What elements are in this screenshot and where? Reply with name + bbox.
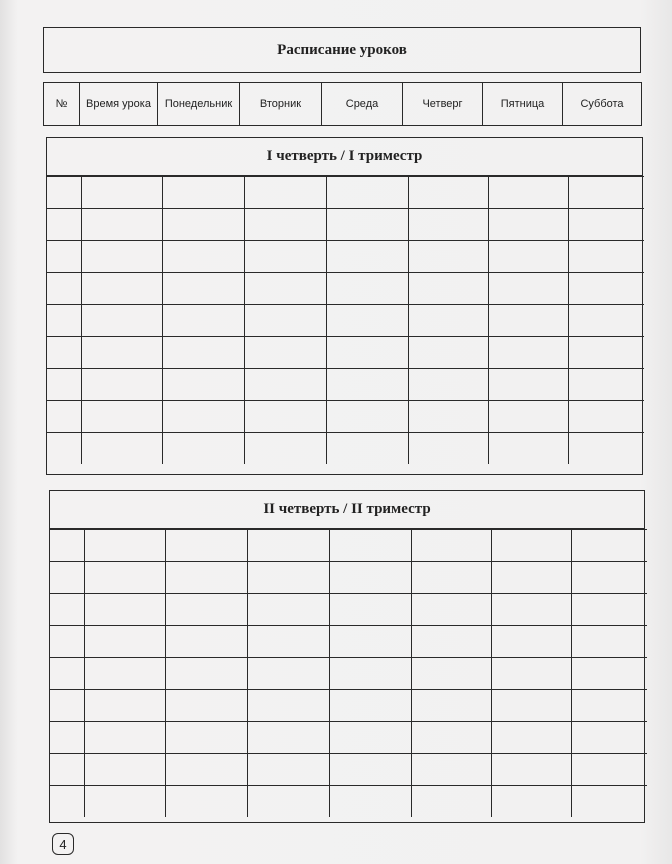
schedule-cell bbox=[411, 562, 491, 594]
schedule-cell bbox=[50, 722, 84, 754]
schedule-cell bbox=[50, 530, 84, 562]
schedule-cell bbox=[84, 786, 165, 818]
schedule-cell bbox=[329, 658, 411, 690]
schedule-cell bbox=[488, 209, 568, 241]
schedule-cell bbox=[488, 433, 568, 465]
schedule-cell bbox=[329, 562, 411, 594]
schedule-row bbox=[47, 177, 644, 209]
schedule-cell bbox=[326, 337, 408, 369]
term-2-grid bbox=[50, 529, 647, 817]
schedule-cell bbox=[165, 562, 247, 594]
schedule-cell bbox=[165, 690, 247, 722]
schedule-cell bbox=[84, 690, 165, 722]
schedule-cell bbox=[81, 273, 162, 305]
schedule-cell bbox=[47, 241, 81, 273]
schedule-cell bbox=[329, 754, 411, 786]
schedule-row bbox=[47, 305, 644, 337]
schedule-cell bbox=[488, 305, 568, 337]
schedule-cell bbox=[247, 626, 329, 658]
schedule-cell bbox=[50, 594, 84, 626]
schedule-cell bbox=[329, 530, 411, 562]
schedule-row bbox=[47, 209, 644, 241]
schedule-cell bbox=[411, 786, 491, 818]
schedule-cell bbox=[162, 305, 244, 337]
schedule-cell bbox=[165, 754, 247, 786]
schedule-cell bbox=[491, 722, 571, 754]
schedule-cell bbox=[50, 690, 84, 722]
schedule-cell bbox=[408, 209, 488, 241]
schedule-cell bbox=[488, 401, 568, 433]
schedule-cell bbox=[326, 273, 408, 305]
schedule-cell bbox=[568, 433, 644, 465]
page-number: 4 bbox=[52, 833, 74, 855]
schedule-cell bbox=[491, 626, 571, 658]
schedule-cell bbox=[162, 337, 244, 369]
column-lesson-time: Время урока bbox=[80, 83, 158, 126]
column-saturday: Суббота bbox=[563, 83, 642, 126]
schedule-cell bbox=[47, 305, 81, 337]
schedule-cell bbox=[84, 562, 165, 594]
schedule-cell bbox=[411, 530, 491, 562]
schedule-cell bbox=[571, 722, 647, 754]
schedule-cell bbox=[326, 401, 408, 433]
schedule-row bbox=[50, 530, 647, 562]
schedule-row bbox=[50, 594, 647, 626]
schedule-cell bbox=[47, 401, 81, 433]
schedule-cell bbox=[81, 401, 162, 433]
schedule-cell bbox=[244, 401, 326, 433]
schedule-cell bbox=[81, 177, 162, 209]
schedule-row bbox=[50, 754, 647, 786]
schedule-cell bbox=[329, 722, 411, 754]
schedule-cell bbox=[84, 594, 165, 626]
schedule-cell bbox=[50, 658, 84, 690]
schedule-cell bbox=[571, 562, 647, 594]
schedule-row bbox=[50, 690, 647, 722]
schedule-row bbox=[47, 241, 644, 273]
term-1-title: I четверть / I триместр bbox=[47, 138, 642, 176]
schedule-cell bbox=[47, 337, 81, 369]
schedule-cell bbox=[165, 658, 247, 690]
term-2-title: II четверть / II триместр bbox=[50, 491, 644, 529]
schedule-cell bbox=[408, 337, 488, 369]
schedule-row bbox=[50, 626, 647, 658]
schedule-cell bbox=[408, 305, 488, 337]
schedule-cell bbox=[488, 273, 568, 305]
schedule-cell bbox=[568, 337, 644, 369]
schedule-cell bbox=[244, 209, 326, 241]
schedule-cell bbox=[162, 241, 244, 273]
schedule-cell bbox=[162, 209, 244, 241]
schedule-cell bbox=[326, 305, 408, 337]
schedule-cell bbox=[50, 786, 84, 818]
schedule-row bbox=[47, 401, 644, 433]
schedule-cell bbox=[84, 530, 165, 562]
schedule-cell bbox=[326, 369, 408, 401]
column-monday: Понедельник bbox=[158, 83, 240, 126]
schedule-cell bbox=[47, 433, 81, 465]
schedule-row bbox=[47, 273, 644, 305]
schedule-cell bbox=[408, 241, 488, 273]
schedule-row bbox=[47, 433, 644, 465]
schedule-cell bbox=[571, 658, 647, 690]
schedule-cell bbox=[244, 273, 326, 305]
column-number: № bbox=[44, 83, 80, 126]
schedule-cell bbox=[408, 177, 488, 209]
schedule-cell bbox=[244, 305, 326, 337]
schedule-cell bbox=[411, 754, 491, 786]
schedule-cell bbox=[488, 337, 568, 369]
schedule-cell bbox=[568, 209, 644, 241]
schedule-cell bbox=[571, 786, 647, 818]
schedule-cell bbox=[568, 401, 644, 433]
schedule-cell bbox=[411, 658, 491, 690]
schedule-cell bbox=[568, 369, 644, 401]
schedule-cell bbox=[244, 241, 326, 273]
schedule-cell bbox=[50, 754, 84, 786]
schedule-cell bbox=[50, 626, 84, 658]
schedule-row bbox=[50, 786, 647, 818]
schedule-cell bbox=[247, 530, 329, 562]
schedule-cell bbox=[81, 337, 162, 369]
schedule-cell bbox=[408, 273, 488, 305]
schedule-cell bbox=[162, 273, 244, 305]
schedule-cell bbox=[162, 369, 244, 401]
page-title: Расписание уроков bbox=[43, 27, 641, 73]
schedule-cell bbox=[47, 369, 81, 401]
schedule-cell bbox=[329, 626, 411, 658]
schedule-cell bbox=[491, 530, 571, 562]
schedule-cell bbox=[81, 209, 162, 241]
schedule-cell bbox=[408, 433, 488, 465]
schedule-cell bbox=[568, 241, 644, 273]
schedule-cell bbox=[568, 305, 644, 337]
schedule-cell bbox=[411, 722, 491, 754]
schedule-cell bbox=[84, 722, 165, 754]
schedule-cell bbox=[326, 433, 408, 465]
schedule-cell bbox=[408, 369, 488, 401]
schedule-cell bbox=[165, 530, 247, 562]
term-1-section bbox=[46, 137, 643, 475]
schedule-cell bbox=[47, 273, 81, 305]
schedule-cell bbox=[571, 530, 647, 562]
column-thursday: Четверг bbox=[403, 83, 483, 126]
schedule-cell bbox=[571, 594, 647, 626]
schedule-cell bbox=[408, 401, 488, 433]
schedule-cell bbox=[81, 433, 162, 465]
schedule-cell bbox=[247, 754, 329, 786]
schedule-cell bbox=[329, 786, 411, 818]
schedule-cell bbox=[50, 562, 84, 594]
schedule-row bbox=[50, 658, 647, 690]
schedule-cell bbox=[329, 594, 411, 626]
schedule-cell bbox=[165, 594, 247, 626]
schedule-cell bbox=[571, 690, 647, 722]
schedule-cell bbox=[165, 626, 247, 658]
schedule-cell bbox=[411, 690, 491, 722]
schedule-cell bbox=[81, 305, 162, 337]
term-2-section bbox=[49, 490, 645, 823]
schedule-cell bbox=[244, 369, 326, 401]
schedule-cell bbox=[488, 369, 568, 401]
schedule-cell bbox=[491, 562, 571, 594]
schedule-row bbox=[47, 337, 644, 369]
schedule-cell bbox=[571, 754, 647, 786]
schedule-cell bbox=[244, 337, 326, 369]
schedule-cell bbox=[326, 209, 408, 241]
schedule-cell bbox=[247, 722, 329, 754]
schedule-header bbox=[43, 82, 642, 126]
schedule-cell bbox=[247, 786, 329, 818]
schedule-cell bbox=[488, 241, 568, 273]
schedule-cell bbox=[329, 690, 411, 722]
schedule-cell bbox=[326, 177, 408, 209]
schedule-cell bbox=[162, 177, 244, 209]
schedule-cell bbox=[84, 626, 165, 658]
schedule-cell bbox=[488, 177, 568, 209]
schedule-cell bbox=[47, 177, 81, 209]
schedule-cell bbox=[247, 690, 329, 722]
schedule-cell bbox=[247, 658, 329, 690]
schedule-cell bbox=[244, 177, 326, 209]
schedule-cell bbox=[162, 401, 244, 433]
schedule-row bbox=[50, 722, 647, 754]
schedule-cell bbox=[568, 273, 644, 305]
schedule-cell bbox=[326, 241, 408, 273]
schedule-cell bbox=[411, 626, 491, 658]
schedule-cell bbox=[247, 594, 329, 626]
schedule-cell bbox=[165, 722, 247, 754]
schedule-cell bbox=[162, 433, 244, 465]
column-tuesday: Вторник bbox=[240, 83, 322, 126]
schedule-cell bbox=[81, 369, 162, 401]
schedule-cell bbox=[247, 562, 329, 594]
schedule-cell bbox=[411, 594, 491, 626]
schedule-cell bbox=[491, 754, 571, 786]
term-1-grid bbox=[47, 176, 644, 464]
schedule-cell bbox=[84, 658, 165, 690]
schedule-cell bbox=[571, 626, 647, 658]
schedule-cell bbox=[568, 177, 644, 209]
schedule-row bbox=[47, 369, 644, 401]
schedule-cell bbox=[491, 786, 571, 818]
schedule-row bbox=[50, 562, 647, 594]
schedule-cell bbox=[165, 786, 247, 818]
column-friday: Пятница bbox=[483, 83, 563, 126]
schedule-cell bbox=[491, 658, 571, 690]
column-wednesday: Среда bbox=[322, 83, 403, 126]
schedule-cell bbox=[491, 594, 571, 626]
schedule-cell bbox=[244, 433, 326, 465]
schedule-cell bbox=[84, 754, 165, 786]
schedule-cell bbox=[491, 690, 571, 722]
schedule-cell bbox=[81, 241, 162, 273]
schedule-cell bbox=[47, 209, 81, 241]
